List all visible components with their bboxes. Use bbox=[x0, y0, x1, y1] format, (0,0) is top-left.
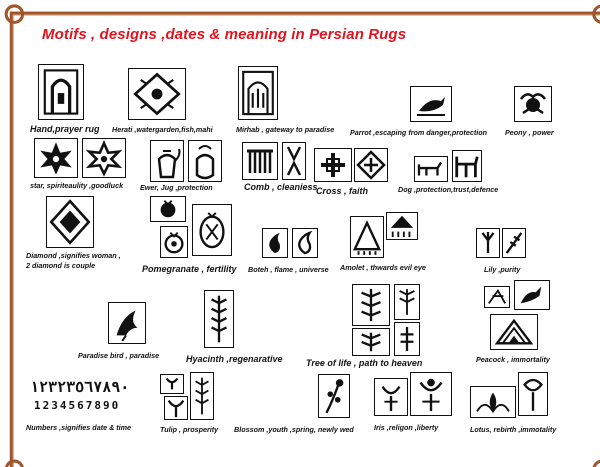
caption-peacock: Peacock , immortality bbox=[476, 355, 550, 364]
iris-icon-a bbox=[374, 378, 408, 416]
peacock-icon-b bbox=[514, 280, 550, 310]
pomegranate-icon-b bbox=[160, 226, 188, 258]
dog-icon-a bbox=[414, 156, 448, 182]
herati-icon bbox=[128, 68, 186, 120]
lily-icon-b bbox=[502, 228, 526, 258]
tree-of-life-icon-c bbox=[352, 328, 390, 356]
diamond-icon bbox=[46, 196, 94, 248]
corner-ring-br bbox=[594, 461, 600, 467]
caption-tulip: Tulip , prosperity bbox=[160, 425, 219, 434]
amulet-icon-b bbox=[386, 212, 418, 240]
corner-ring-bl bbox=[6, 461, 22, 467]
caption-comb: Comb , cleaniess bbox=[244, 182, 318, 192]
boteh-icon-b bbox=[292, 228, 318, 258]
western-numerals: 1234567890 bbox=[34, 399, 121, 412]
caption-hyacinth: Hyacinth ,regenarative bbox=[186, 354, 283, 364]
page-title: Motifs , designs ,dates & meaning in Persian Rugs bbox=[42, 26, 407, 43]
ewer-icon-b bbox=[188, 140, 222, 182]
boteh-icon-a bbox=[262, 228, 288, 258]
hyacinth-icon bbox=[204, 290, 234, 348]
iris-icon-b bbox=[410, 372, 452, 416]
caption-herati: Herati ,watergarden,fish,mahi bbox=[112, 125, 213, 134]
paradise-bird-icon bbox=[108, 302, 146, 344]
ewer-icon-a bbox=[150, 140, 184, 182]
caption-lily: Lily ,purity bbox=[484, 265, 521, 274]
comb-icon-a bbox=[242, 142, 278, 180]
tree-of-life-icon-a bbox=[352, 284, 390, 326]
tree-of-life-icon-d bbox=[394, 322, 420, 356]
caption-lotus: Lotus, rebirth ,immotality bbox=[470, 425, 557, 434]
caption-mirhab: Mirhab , gateway to paradise bbox=[236, 125, 335, 134]
caption-dog: Dog ,protection,trust,defence bbox=[398, 185, 499, 194]
caption-parrot: Parrot ,escaping from danger,protection bbox=[350, 128, 487, 137]
blossom-icon bbox=[318, 374, 350, 418]
pomegranate-icon-c bbox=[192, 204, 232, 256]
caption-diamond-2: 2 diamond is couple bbox=[26, 261, 96, 270]
tulip-icon-b bbox=[164, 396, 188, 420]
lotus-icon-b bbox=[518, 372, 548, 416]
caption-star: star, spiriteaulity ,goodluck bbox=[30, 181, 124, 190]
tulip-icon-a bbox=[160, 374, 184, 394]
peacock-icon-a bbox=[484, 286, 510, 308]
caption-boteh: Boteh , flame , universe bbox=[248, 265, 329, 274]
dog-icon-b bbox=[452, 150, 482, 182]
caption-blossom: Blossom ,youth ,spring, newly wed bbox=[234, 425, 354, 434]
mirhab-icon bbox=[238, 66, 278, 120]
tree-of-life-icon-b bbox=[394, 284, 420, 320]
amulet-icon-a bbox=[350, 216, 384, 258]
caption-paradise-bird: Paradise bird , paradise bbox=[78, 351, 160, 360]
caption-hand: Hand,prayer rug bbox=[30, 124, 100, 134]
star-icon-a bbox=[34, 138, 78, 178]
caption-diamond-1: Diamond ,signifies woman , bbox=[26, 251, 121, 260]
persian-numerals: ١٢٣٢٣٥٦٧٨٩٠ bbox=[30, 378, 130, 396]
lotus-icon-a bbox=[470, 386, 516, 418]
comb-icon-b bbox=[282, 142, 306, 180]
caption-peony: Peony , power bbox=[505, 128, 554, 137]
caption-numbers: Numbers ,signifies date & time bbox=[26, 423, 132, 432]
cross-icon-a bbox=[314, 148, 352, 182]
caption-amulet: Amolet , thwards evil eye bbox=[340, 263, 426, 272]
caption-ewer: Ewer, Jug ,protection bbox=[140, 183, 213, 192]
pomegranate-icon-a bbox=[150, 196, 186, 222]
caption-iris: Iris ,religon ,liberty bbox=[374, 423, 439, 432]
caption-tree-of-life: Tree of life , path to heaven bbox=[306, 358, 423, 368]
caption-pomegranate: Pomegranate , fertility bbox=[142, 264, 237, 274]
lily-icon-a bbox=[476, 228, 500, 258]
peacock-icon-c bbox=[490, 314, 538, 350]
peony-icon bbox=[514, 86, 552, 122]
parrot-icon bbox=[410, 86, 452, 122]
star-icon-b bbox=[82, 138, 126, 178]
tulip-icon-c bbox=[190, 372, 214, 420]
cross-icon-b bbox=[354, 148, 388, 182]
caption-cross: Cross , faith bbox=[316, 186, 369, 196]
hand-prayer-rug-icon bbox=[38, 64, 84, 120]
